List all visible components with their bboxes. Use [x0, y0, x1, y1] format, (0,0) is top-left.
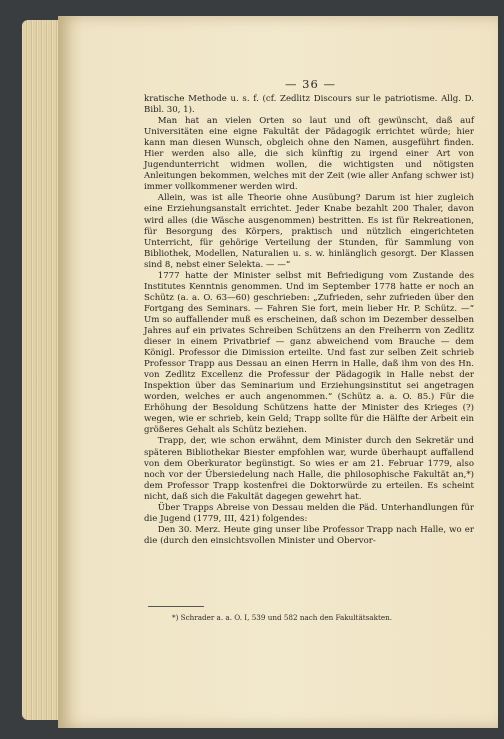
footnote: *) Schrader a. a. O. I, 539 und 582 nach den Fakultätsakten. [172, 613, 392, 622]
paragraph: kratische Methode u. s. f. (cf. Zedlitz Discours sur le patriotisme. Allg. D. Bibl. 30, 1). [144, 94, 474, 116]
footnote-divider [148, 606, 204, 607]
paragraph: Allein, was ist alle Theorie ohne Ausübung? Darum ist hier zugleich eine Erziehungsanstalt errichtet. Jeder Knabe bezahlt 200 Thaler, davon wird alles (die Wäsche ausgenommen) bestritten. Es ist für Rekreationen, für Besorgung des Körpers, praktisch und nützlich eingerichteten Unterricht, für gehörige Verteilung der Stunden, für Sammlung von Bibliothek, Modellen, Naturalien u. s. w. hinlänglich gesorgt. Der Klassen sind 8, nebst einer Selekta. — —“ [144, 193, 474, 270]
book-page-edges [22, 20, 62, 720]
paragraph: Über Trapps Abreise von Dessau melden die Päd. Unterhandlungen für die Jugend (1779, III, 421) folgendes: [144, 502, 474, 524]
page-number: — 36 — [285, 77, 336, 91]
page-body [144, 94, 474, 547]
paragraph: Man hat an vielen Orten so laut und oft gewünscht, daß auf Universitäten eine eigne Fakultät der Pädagogik errichtet würde; hier kann man diesen Wunsch, obgleich ohne den Namen, ausgeführt finden. Hier werden also alle, die sich künftig zu irgend einer Art von Jugendunterricht widmen wollen, die wichtigsten und nötigsten Anleitungen bekommen, welches mit der Zeit (wie aller Anfang schwer ist) immer vollkommener werden wird. [144, 116, 474, 193]
paragraph: 1777 hatte der Minister selbst mit Befriedigung vom Zustande des Institutes Kenntnis genommen. Und im September 1778 hatte er noch an Schütz (a. a. O. 63—60) geschrieben: „Zufrieden, sehr zufrieden über den Fortgang des Seminars. — Fahren Sie fort, mein lieber Hr. P. Schütz. —“ Um so auffallender muß es erscheinen, daß schon im Dezember desselben Jahres auf ein privates Schreiben Schützens an den Freiherrn von Zedlitz dieser in einem Privatbrief — ganz abweichend vom Brauche — dem Königl. Professor die Dimission erteilte. Und fast zur selben Zeit schrieb Professor Trapp aus Dessau an einen Herrn in Halle, daß ihm von des Hn. von Zedlitz Excellenz die Professur der Pädagogik in Halle nebst der Inspektion über das Seminarium und Erziehungsinstitut sei angetragen worden, welches er auch angenommen.“ (Schütz a. a. O. 85.) Für die Erhöhung der Besoldung Schützens hatte der Minister des Krieges (?) wegen, wie er schrieb, kein Geld; Trapp sollte für die Hälfte der Arbeit ein größeres Gehalt als Schütz beziehen. [144, 270, 474, 436]
paragraph: Den 30. Merz. Heute ging unser libe Professor Trapp nach Halle, wo er die (durch den einsichtsvollen Minister und Obervor- [144, 524, 474, 546]
paragraph: Trapp, der, wie schon erwähnt, dem Minister durch den Sekretär und späteren Bibliothekar Biester empfohlen war, wurde überhaupt auffallend von dem Oberkurator begünstigt. So wies er am 21. Februar 1779, also noch vor der Übersiedelung nach Halle, die philosophische Fakultät an,*) dem Professor Trapp kostenfrei die Doktorwürde zu erteilen. Es scheint nicht, daß sich die Fakultät dagegen gewehrt hat. [144, 436, 474, 502]
